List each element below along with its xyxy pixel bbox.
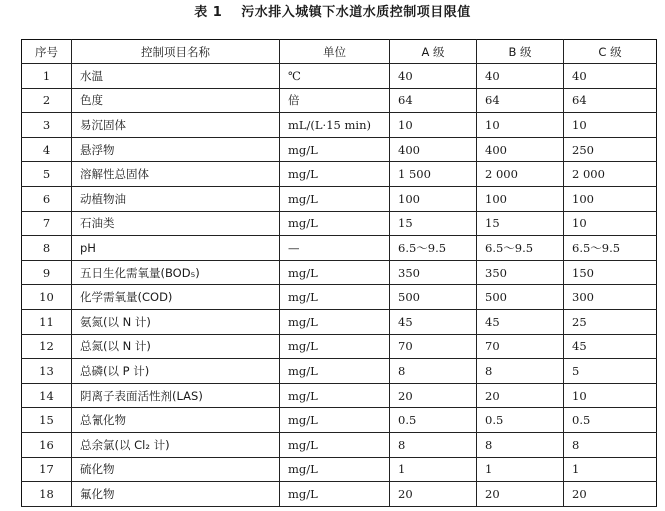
table-row: [22, 309, 657, 334]
grade-c-limit-cell: 250: [564, 137, 657, 162]
water-quality-limits-table: [21, 39, 657, 507]
grade-a-limit-cell: 1 500: [390, 162, 477, 187]
header-row: [22, 40, 657, 64]
control-item-name-cell: 石油类: [72, 211, 280, 236]
header-grade-b: B 级: [477, 40, 564, 64]
serial-number-cell: 5: [22, 162, 72, 187]
control-item-name-cell: 五日生化需氧量(BOD₅): [72, 260, 280, 285]
unit-cell: 倍: [280, 88, 390, 113]
grade-c-limit-cell: 20: [564, 482, 657, 507]
grade-b-limit-cell: 0.5: [477, 408, 564, 433]
table-row: [22, 383, 657, 408]
grade-c-limit-cell: 100: [564, 186, 657, 211]
grade-a-limit-cell: 64: [390, 88, 477, 113]
grade-a-limit-cell: 400: [390, 137, 477, 162]
unit-cell: mL/(L·15 min): [280, 113, 390, 138]
grade-a-limit-cell: 40: [390, 64, 477, 89]
control-item-name-cell: 动植物油: [72, 186, 280, 211]
serial-number-cell: 2: [22, 88, 72, 113]
control-item-name-cell: 总磷(以 P 计): [72, 359, 280, 384]
unit-cell: mg/L: [280, 260, 390, 285]
unit-cell: mg/L: [280, 285, 390, 310]
unit-cell: mg/L: [280, 162, 390, 187]
table-row: [22, 408, 657, 433]
unit-cell: mg/L: [280, 383, 390, 408]
grade-c-limit-cell: 6.5～9.5: [564, 236, 657, 261]
control-item-name-cell: 易沉固体: [72, 113, 280, 138]
unit-cell: mg/L: [280, 457, 390, 482]
grade-c-limit-cell: 1: [564, 457, 657, 482]
table-row: [22, 64, 657, 89]
grade-c-limit-cell: 0.5: [564, 408, 657, 433]
grade-c-limit-cell: 8: [564, 432, 657, 457]
grade-a-limit-cell: 20: [390, 383, 477, 408]
control-item-name-cell: 化学需氧量(COD): [72, 285, 280, 310]
control-item-name-cell: 硫化物: [72, 457, 280, 482]
grade-c-limit-cell: 10: [564, 113, 657, 138]
unit-cell: mg/L: [280, 186, 390, 211]
serial-number-cell: 14: [22, 383, 72, 408]
table-row: [22, 137, 657, 162]
serial-number-cell: 6: [22, 186, 72, 211]
grade-b-limit-cell: 1: [477, 457, 564, 482]
grade-c-limit-cell: 10: [564, 211, 657, 236]
grade-b-limit-cell: 500: [477, 285, 564, 310]
grade-b-limit-cell: 8: [477, 432, 564, 457]
serial-number-cell: 8: [22, 236, 72, 261]
grade-c-limit-cell: 2 000: [564, 162, 657, 187]
unit-cell: —: [280, 236, 390, 261]
grade-b-limit-cell: 20: [477, 383, 564, 408]
grade-b-limit-cell: 2 000: [477, 162, 564, 187]
table-number: 表 1: [194, 5, 223, 20]
header-grade-a: A 级: [390, 40, 477, 64]
grade-c-limit-cell: 25: [564, 309, 657, 334]
grade-b-limit-cell: 6.5～9.5: [477, 236, 564, 261]
grade-a-limit-cell: 100: [390, 186, 477, 211]
grade-b-limit-cell: 40: [477, 64, 564, 89]
control-item-name-cell: 色度: [72, 88, 280, 113]
control-item-name-cell: 总余氯(以 Cl₂ 计): [72, 432, 280, 457]
serial-number-cell: 18: [22, 482, 72, 507]
table-row: [22, 162, 657, 187]
grade-a-limit-cell: 0.5: [390, 408, 477, 433]
unit-cell: mg/L: [280, 137, 390, 162]
grade-b-limit-cell: 100: [477, 186, 564, 211]
grade-c-limit-cell: 40: [564, 64, 657, 89]
grade-a-limit-cell: 8: [390, 359, 477, 384]
serial-number-cell: 3: [22, 113, 72, 138]
unit-cell: mg/L: [280, 408, 390, 433]
control-item-name-cell: 溶解性总固体: [72, 162, 280, 187]
grade-c-limit-cell: 5: [564, 359, 657, 384]
table-row: [22, 334, 657, 359]
control-item-name-cell: 氟化物: [72, 482, 280, 507]
table-row: [22, 186, 657, 211]
serial-number-cell: 10: [22, 285, 72, 310]
serial-number-cell: 1: [22, 64, 72, 89]
grade-a-limit-cell: 10: [390, 113, 477, 138]
table-row: [22, 432, 657, 457]
grade-a-limit-cell: 350: [390, 260, 477, 285]
grade-b-limit-cell: 20: [477, 482, 564, 507]
table-row: [22, 285, 657, 310]
grade-b-limit-cell: 350: [477, 260, 564, 285]
serial-number-cell: 9: [22, 260, 72, 285]
grade-b-limit-cell: 15: [477, 211, 564, 236]
grade-c-limit-cell: 150: [564, 260, 657, 285]
serial-number-cell: 12: [22, 334, 72, 359]
grade-c-limit-cell: 64: [564, 88, 657, 113]
grade-b-limit-cell: 10: [477, 113, 564, 138]
unit-cell: ℃: [280, 64, 390, 89]
serial-number-cell: 11: [22, 309, 72, 334]
grade-a-limit-cell: 6.5～9.5: [390, 236, 477, 261]
control-item-name-cell: 悬浮物: [72, 137, 280, 162]
table-header: [22, 40, 657, 64]
table-row: [22, 236, 657, 261]
table-row: [22, 88, 657, 113]
grade-a-limit-cell: 45: [390, 309, 477, 334]
unit-cell: mg/L: [280, 309, 390, 334]
unit-cell: mg/L: [280, 359, 390, 384]
serial-number-cell: 4: [22, 137, 72, 162]
grade-c-limit-cell: 45: [564, 334, 657, 359]
table-row: [22, 457, 657, 482]
unit-cell: mg/L: [280, 482, 390, 507]
grade-a-limit-cell: 8: [390, 432, 477, 457]
unit-cell: mg/L: [280, 334, 390, 359]
grade-a-limit-cell: 15: [390, 211, 477, 236]
unit-cell: mg/L: [280, 432, 390, 457]
grade-a-limit-cell: 20: [390, 482, 477, 507]
header-unit: 单位: [280, 40, 390, 64]
serial-number-cell: 17: [22, 457, 72, 482]
unit-cell: mg/L: [280, 211, 390, 236]
control-item-name-cell: 总氰化物: [72, 408, 280, 433]
serial-number-cell: 15: [22, 408, 72, 433]
control-item-name-cell: pH: [72, 236, 280, 261]
grade-c-limit-cell: 300: [564, 285, 657, 310]
grade-b-limit-cell: 70: [477, 334, 564, 359]
serial-number-cell: 7: [22, 211, 72, 236]
table-row: [22, 482, 657, 507]
grade-a-limit-cell: 500: [390, 285, 477, 310]
grade-b-limit-cell: 64: [477, 88, 564, 113]
grade-b-limit-cell: 400: [477, 137, 564, 162]
table-body: [22, 64, 657, 507]
grade-b-limit-cell: 45: [477, 309, 564, 334]
table-caption: [0, 4, 665, 22]
serial-number-cell: 13: [22, 359, 72, 384]
table-row: [22, 113, 657, 138]
table-row: [22, 260, 657, 285]
table-row: [22, 211, 657, 236]
table-row: [22, 359, 657, 384]
control-item-name-cell: 总氮(以 N 计): [72, 334, 280, 359]
grade-a-limit-cell: 70: [390, 334, 477, 359]
grade-b-limit-cell: 8: [477, 359, 564, 384]
grade-a-limit-cell: 1: [390, 457, 477, 482]
table-title: 污水排入城镇下水道水质控制项目限值: [241, 5, 471, 20]
grade-c-limit-cell: 10: [564, 383, 657, 408]
control-item-name-cell: 水温: [72, 64, 280, 89]
control-item-name-cell: 阴离子表面活性剂(LAS): [72, 383, 280, 408]
header-control-item-name: 控制项目名称: [72, 40, 280, 64]
header-serial-number: 序号: [22, 40, 72, 64]
header-grade-c: C 级: [564, 40, 657, 64]
control-item-name-cell: 氨氮(以 N 计): [72, 309, 280, 334]
serial-number-cell: 16: [22, 432, 72, 457]
